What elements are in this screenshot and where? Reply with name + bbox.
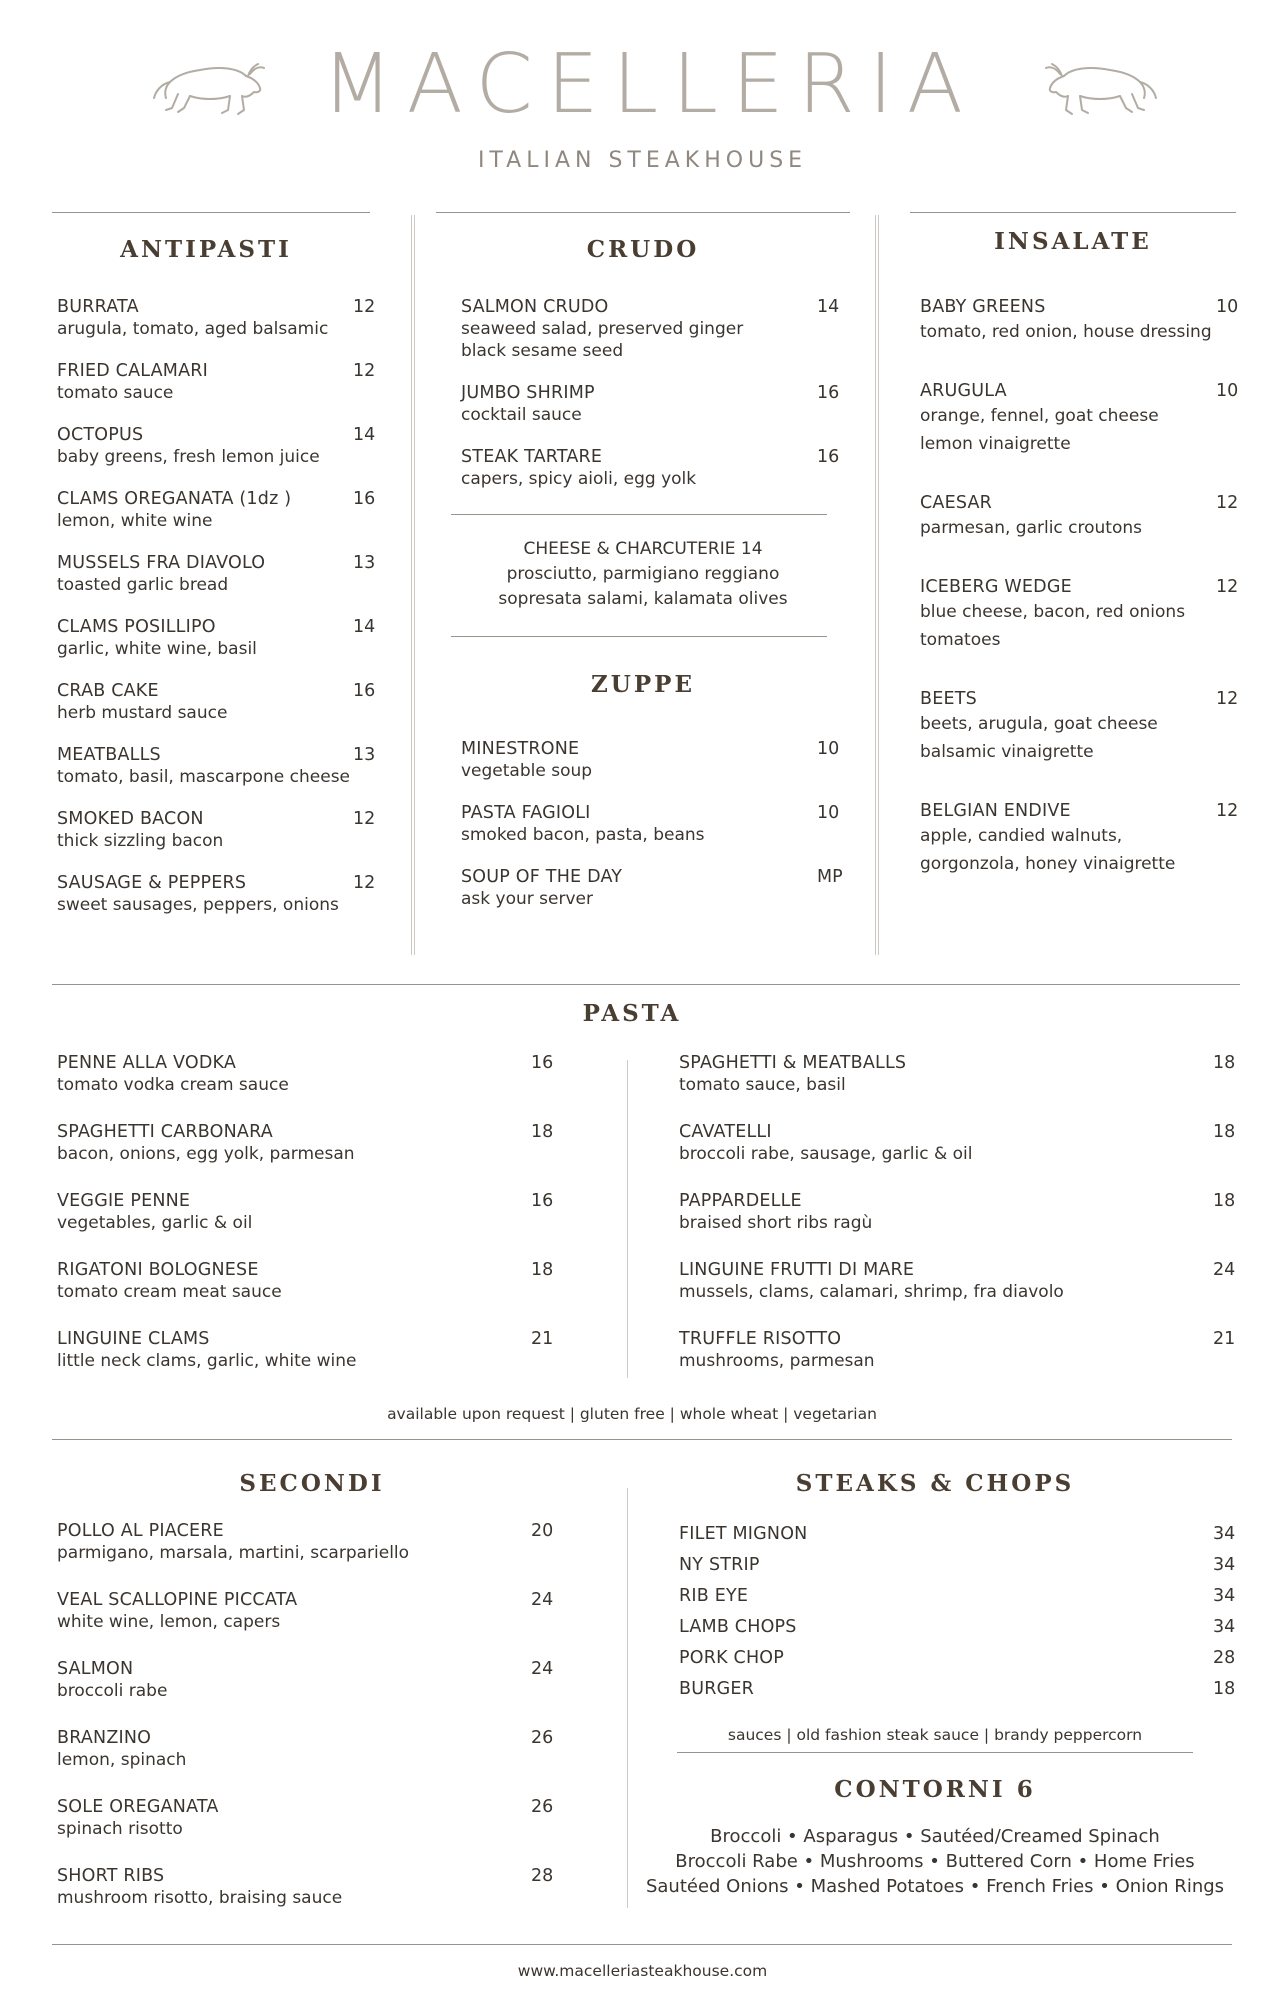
insalate-top-rule [910, 212, 1236, 213]
cheese-bottom-rule [451, 636, 827, 637]
item-name: SPAGHETTI CARBONARA [57, 1122, 273, 1142]
item-price: 12 [353, 297, 376, 317]
item-desc: garlic, white wine, basil [57, 639, 257, 659]
menu-item [57, 1121, 557, 1165]
item-price: 24 [531, 1590, 554, 1610]
item-price: 12 [1216, 689, 1239, 709]
item-desc: seaweed salad, preserved ginger [461, 319, 744, 339]
item-name: RIB EYE [679, 1586, 749, 1606]
item-desc: tomato cream meat sauce [57, 1282, 282, 1302]
item-name: PASTA FAGIOLI [461, 803, 591, 823]
item-price: 24 [1213, 1260, 1236, 1280]
item-price: 18 [1213, 1191, 1236, 1211]
column-divider [627, 1488, 628, 1908]
item-desc: tomato, basil, mascarpone cheese [57, 767, 351, 787]
item-price: 10 [1216, 297, 1239, 317]
menu-item [679, 1554, 1239, 1576]
item-desc: lemon, spinach [57, 1750, 187, 1770]
item-desc: smoked bacon, pasta, beans [461, 825, 705, 845]
item-price: 12 [353, 809, 376, 829]
item-desc: orange, fennel, goat cheese [920, 406, 1159, 426]
item-price: 18 [1213, 1679, 1236, 1699]
item-price: 18 [1213, 1122, 1236, 1142]
item-name: MEATBALLS [57, 745, 161, 765]
cheese-line: prosciutto, parmigiano reggiano [506, 564, 780, 584]
item-desc: bacon, onions, egg yolk, parmesan [57, 1144, 355, 1164]
pasta-note: available upon request | gluten free | whole wheat | vegetarian [387, 1405, 877, 1423]
menu-item [679, 1523, 1239, 1545]
item-price: 10 [817, 739, 840, 759]
item-name: SHORT RIBS [57, 1866, 165, 1886]
insalate-title: INSALATE [994, 228, 1152, 255]
item-name: BRANZINO [57, 1728, 152, 1748]
item-name: VEGGIE PENNE [57, 1191, 191, 1211]
contorni-line: Broccoli Rabe • Mushrooms • Buttered Corn • Home Fries [675, 1851, 1195, 1872]
cheese-top-rule [451, 514, 827, 515]
menu-item [920, 688, 1240, 766]
item-desc: little neck clams, garlic, white wine [57, 1351, 357, 1371]
contorni-line: Broccoli • Asparagus • Sautéed/Creamed Spinach [710, 1826, 1160, 1847]
contorni-title: CONTORNI 6 [834, 1776, 1036, 1803]
item-desc: tomatoes [920, 630, 1001, 650]
item-price: 28 [1213, 1648, 1236, 1668]
column-divider [411, 215, 415, 955]
item-name: SMOKED BACON [57, 809, 204, 829]
item-name: SOUP OF THE DAY [461, 867, 623, 887]
item-desc: apple, candied walnuts, [920, 826, 1123, 846]
menu-item [920, 492, 1240, 542]
item-name: SOLE OREGANATA [57, 1797, 219, 1817]
item-desc: blue cheese, bacon, red onions [920, 602, 1186, 622]
item-name: SALMON CRUDO [461, 297, 609, 317]
item-name: NY STRIP [679, 1555, 760, 1575]
item-name: SPAGHETTI & MEATBALLS [679, 1053, 907, 1073]
item-price: 16 [353, 681, 376, 701]
item-price: 18 [531, 1122, 554, 1142]
menu-item [57, 1052, 557, 1096]
item-desc: tomato sauce, basil [679, 1075, 846, 1095]
item-desc: parmesan, garlic croutons [920, 518, 1143, 538]
item-name: CRAB CAKE [57, 681, 159, 701]
item-name: JUMBO SHRIMP [461, 383, 595, 403]
item-price: 12 [1216, 493, 1239, 513]
item-desc: cocktail sauce [461, 405, 582, 425]
item-price: 14 [817, 297, 840, 317]
secondi-title: SECONDI [239, 1470, 385, 1497]
menu-item [57, 1190, 557, 1234]
menu-item [57, 552, 376, 596]
item-desc: tomato, red onion, house dressing [920, 322, 1212, 342]
menu-item [57, 744, 376, 788]
item-name: LINGUINE FRUTTI DI MARE [679, 1260, 915, 1280]
menu-item [920, 380, 1240, 458]
item-desc: mushrooms, parmesan [679, 1351, 875, 1371]
item-name: RIGATONI BOLOGNESE [57, 1260, 259, 1280]
menu-item [920, 296, 1240, 346]
menu-item [57, 360, 376, 404]
item-name: FILET MIGNON [679, 1524, 808, 1544]
item-name: VEAL SCALLOPINE PICCATA [57, 1590, 298, 1610]
menu-item [461, 382, 841, 426]
item-price: 34 [1213, 1524, 1236, 1544]
item-desc: sweet sausages, peppers, onions [57, 895, 339, 915]
item-name: LAMB CHOPS [679, 1617, 797, 1637]
item-price: 28 [531, 1866, 554, 1886]
menu-item [679, 1616, 1239, 1638]
pasta-top-rule [52, 984, 1240, 985]
crudo-title: CRUDO [586, 236, 700, 263]
menu-item [461, 738, 841, 782]
item-desc: herb mustard sauce [57, 703, 228, 723]
menu-item [679, 1121, 1239, 1165]
menu-item [57, 424, 376, 468]
menu-item [920, 576, 1240, 654]
menu-item [679, 1052, 1239, 1096]
contorni-list [640, 1824, 1230, 1899]
item-price: 14 [353, 617, 376, 637]
secondi-top-rule [52, 1439, 1232, 1440]
menu-item [679, 1647, 1239, 1669]
item-price: 13 [353, 745, 376, 765]
menu-item [57, 1259, 557, 1303]
footer-rule [52, 1944, 1232, 1945]
item-name: BURRATA [57, 297, 139, 317]
item-desc: toasted garlic bread [57, 575, 229, 595]
menu-item [57, 1328, 557, 1372]
item-name: FRIED CALAMARI [57, 361, 208, 381]
item-name: PORK CHOP [679, 1648, 785, 1668]
item-price: 20 [531, 1521, 554, 1541]
menu-item [57, 1796, 567, 1840]
crudo-top-rule [436, 212, 850, 213]
item-desc: broccoli rabe [57, 1681, 168, 1701]
item-desc: parmigano, marsala, martini, scarpariello [57, 1543, 410, 1563]
item-name: BELGIAN ENDIVE [920, 801, 1071, 821]
item-name: MINESTRONE [461, 739, 580, 759]
item-desc: thick sizzling bacon [57, 831, 224, 851]
menu-item [57, 1658, 567, 1702]
item-price: 21 [531, 1329, 554, 1349]
item-desc: mushroom risotto, braising sauce [57, 1888, 343, 1908]
item-name: CLAMS OREGANATA (1dz ) [57, 489, 292, 509]
item-price: 16 [531, 1053, 554, 1073]
item-name: CLAMS POSILLIPO [57, 617, 216, 637]
item-price: 12 [353, 873, 376, 893]
item-name: OCTOPUS [57, 425, 144, 445]
item-desc: broccoli rabe, sausage, garlic & oil [679, 1144, 973, 1164]
brand-header [0, 37, 1285, 173]
item-price: 13 [353, 553, 376, 573]
menu-item [57, 488, 376, 532]
item-desc: lemon, white wine [57, 511, 213, 531]
item-name: SALMON [57, 1659, 134, 1679]
item-name: BEETS [920, 689, 977, 709]
item-desc: spinach risotto [57, 1819, 183, 1839]
zuppe-title: ZUPPE [591, 671, 695, 698]
menu-item [461, 446, 841, 490]
item-name: STEAK TARTARE [461, 447, 603, 467]
item-name: LINGUINE CLAMS [57, 1329, 210, 1349]
item-price: 26 [531, 1797, 554, 1817]
item-price: 26 [531, 1728, 554, 1748]
item-price: 14 [353, 425, 376, 445]
menu-item [57, 1589, 567, 1633]
item-desc: arugula, tomato, aged balsamic [57, 319, 329, 339]
cheese-line: sopresata salami, kalamata olives [498, 589, 788, 609]
menu-item [57, 296, 376, 340]
item-desc: tomato sauce [57, 383, 174, 403]
item-name: SAUSAGE & PEPPERS [57, 873, 247, 893]
item-price: 34 [1213, 1555, 1236, 1575]
item-price: 34 [1213, 1586, 1236, 1606]
menu-item [679, 1328, 1239, 1372]
menu-item [679, 1259, 1239, 1303]
brand-title: MACELLERIA [322, 37, 977, 132]
item-desc: white wine, lemon, capers [57, 1612, 281, 1632]
item-name: MUSSELS FRA DIAVOLO [57, 553, 266, 573]
menu-item [461, 802, 841, 846]
item-desc: vegetable soup [461, 761, 593, 781]
menu-item [57, 1727, 567, 1771]
column-divider [627, 1060, 628, 1378]
item-desc: mussels, clams, calamari, shrimp, fra diavolo [679, 1282, 1064, 1302]
item-price: 24 [531, 1659, 554, 1679]
item-price: 16 [353, 489, 376, 509]
item-name: CAESAR [920, 493, 993, 513]
menu-item [461, 866, 841, 910]
item-price: 16 [531, 1191, 554, 1211]
item-price: 12 [1216, 577, 1239, 597]
item-name: POLLO AL PIACERE [57, 1521, 224, 1541]
menu-item [679, 1585, 1239, 1607]
item-price: 34 [1213, 1617, 1236, 1637]
pasta-title: PASTA [582, 1000, 682, 1027]
item-desc: black sesame seed [461, 341, 624, 361]
brand-subtitle: ITALIAN STEAKHOUSE [477, 148, 808, 173]
item-desc: tomato vodka cream sauce [57, 1075, 289, 1095]
column-divider [875, 215, 879, 955]
item-desc: vegetables, garlic & oil [57, 1213, 253, 1233]
item-price: 16 [817, 447, 840, 467]
item-name: ICEBERG WEDGE [920, 577, 1072, 597]
contorni-line: Sautéed Onions • Mashed Potatoes • French Fries • Onion Rings [645, 1876, 1225, 1897]
contorni-top-rule [677, 1752, 1193, 1753]
item-price: 18 [1213, 1053, 1236, 1073]
item-desc: beets, arugula, goat cheese [920, 714, 1158, 734]
item-price: 12 [353, 361, 376, 381]
item-desc: baby greens, fresh lemon juice [57, 447, 320, 467]
item-name: TRUFFLE RISOTTO [679, 1329, 842, 1349]
antipasti-title: ANTIPASTI [120, 236, 292, 263]
item-name: ARUGULA [920, 381, 1007, 401]
menu-item [57, 1520, 567, 1564]
item-desc: braised short ribs ragù [679, 1213, 873, 1233]
menu-item [461, 296, 841, 362]
item-price: MP [817, 867, 843, 887]
steak-sauces-note: sauces | old fashion steak sauce | brandy peppercorn [727, 1726, 1143, 1744]
item-name: CAVATELLI [679, 1122, 772, 1142]
item-name: PAPPARDELLE [679, 1191, 802, 1211]
item-price: 16 [817, 383, 840, 403]
steaks-title: STEAKS & CHOPS [795, 1470, 1075, 1497]
menu-item [57, 616, 376, 660]
item-desc: capers, spicy aioli, egg yolk [461, 469, 697, 489]
menu-item [57, 872, 376, 916]
cheese-title: CHEESE & CHARCUTERIE 14 [523, 539, 763, 559]
item-desc: gorgonzola, honey vinaigrette [920, 854, 1176, 874]
item-price: 10 [817, 803, 840, 823]
item-name: PENNE ALLA VODKA [57, 1053, 237, 1073]
item-price: 10 [1216, 381, 1239, 401]
antipasti-top-rule [52, 212, 370, 213]
menu-item [57, 1865, 567, 1909]
item-price: 12 [1216, 801, 1239, 821]
item-price: 21 [1213, 1329, 1236, 1349]
footer-url[interactable]: www.macelleriasteakhouse.com [517, 1962, 768, 1980]
item-name: BURGER [679, 1679, 754, 1699]
item-desc: balsamic vinaigrette [920, 742, 1094, 762]
cheese-charcuterie [436, 537, 850, 612]
item-desc: ask your server [461, 889, 593, 909]
menu-item [57, 808, 376, 852]
menu-item [920, 800, 1240, 878]
menu-item [679, 1678, 1239, 1700]
menu-item [679, 1190, 1239, 1234]
item-name: BABY GREENS [920, 297, 1046, 317]
item-desc: lemon vinaigrette [920, 434, 1071, 454]
item-price: 18 [531, 1260, 554, 1280]
menu-item [57, 680, 376, 724]
